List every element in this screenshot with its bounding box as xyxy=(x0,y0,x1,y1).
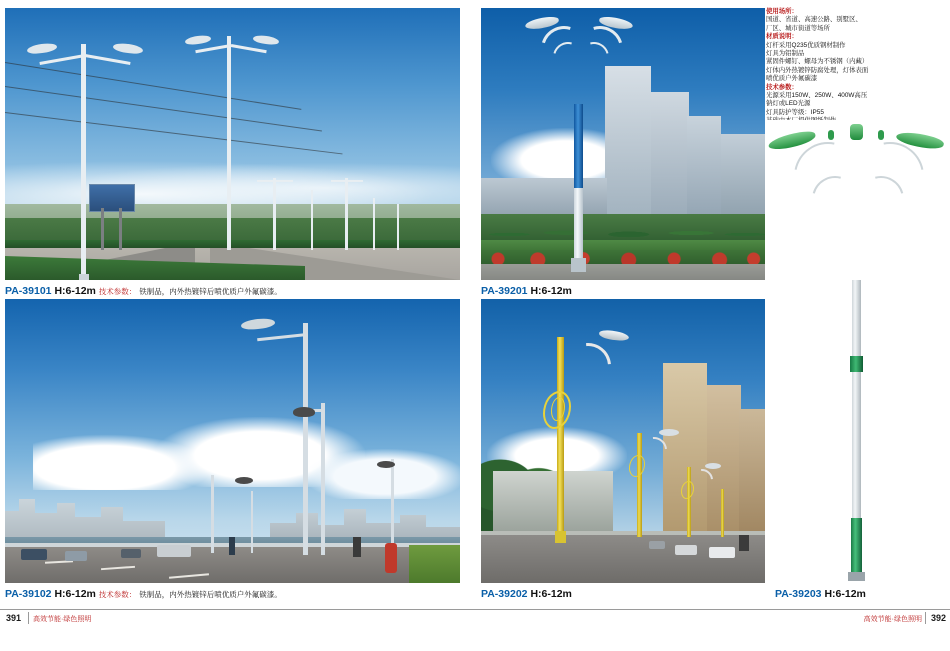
product-photo-pa-39102 xyxy=(5,299,460,583)
product-code: PA-39101 xyxy=(5,285,52,297)
lamp-base xyxy=(571,258,586,272)
spec-group-title-usage: 使用场所： xyxy=(766,8,798,15)
lamp-pole-lower xyxy=(574,188,583,268)
lamp-pole xyxy=(345,178,348,250)
photo-car xyxy=(649,541,665,549)
lamp-head xyxy=(377,461,395,468)
lamp-arm xyxy=(257,180,275,182)
lamp-pole xyxy=(273,178,276,250)
product-height: H:6-12m xyxy=(54,285,96,297)
spec-line: 灯体内外热镀锌防腐处理，灯体表面 xyxy=(766,66,869,74)
tech-description: 铁制品，内外热镀锌后喷优质户外氟碳漆。 xyxy=(139,590,282,599)
lamp-base xyxy=(555,531,566,543)
lamp-head xyxy=(705,463,721,469)
lamp-base-plate xyxy=(848,572,865,581)
tech-description: 铁制品，内外热镀锌后喷优质户外氟碳漆。 xyxy=(139,287,282,296)
spec-line: 喷优质户外氟碳漆 xyxy=(766,75,818,83)
caption-pa-39201 xyxy=(481,285,572,297)
spec-line: 国道、省道、高速公路、别墅区、 xyxy=(766,16,862,24)
spec-line: 灯杆采用Q235优质钢材制作 xyxy=(766,41,846,49)
photo-car xyxy=(21,549,47,560)
product-code: PA-39102 xyxy=(5,588,52,600)
lamp-pole xyxy=(81,44,86,280)
lamp-arm xyxy=(347,180,363,182)
product-photo-pa-39202 xyxy=(481,299,765,583)
footer-slogan-left: 高效节能·绿色照明 xyxy=(33,616,92,623)
lamp-pole xyxy=(557,337,564,537)
lamp-pole xyxy=(251,491,253,553)
product-photo-pa-39201 xyxy=(481,8,765,280)
page-footer xyxy=(0,609,950,629)
spec-line: 厂区、城市街道等场所 xyxy=(766,24,830,32)
photo-billboard xyxy=(89,184,135,212)
product-height: H:6-12m xyxy=(824,588,866,600)
photo-median-strip xyxy=(5,240,460,248)
photo-building-low xyxy=(493,471,613,533)
lamp-pole xyxy=(721,489,724,537)
photo-cyclist xyxy=(353,537,361,557)
footer-divider xyxy=(0,609,950,610)
caption-pa-39203 xyxy=(775,588,866,600)
photo-person-red xyxy=(385,543,397,573)
lamp-arm xyxy=(275,180,293,182)
tech-label: 技术参数： xyxy=(98,287,137,296)
photo-pedestrian xyxy=(229,537,235,555)
lamp-base xyxy=(79,274,89,280)
lamp-finial-left xyxy=(828,130,834,140)
photo-car xyxy=(709,547,735,558)
lamp-pole xyxy=(397,204,399,250)
product-render-pa-39203 xyxy=(766,120,944,582)
lamp-head xyxy=(235,477,253,484)
lamp-head xyxy=(293,407,315,417)
product-height: H:6-12m xyxy=(54,588,96,600)
footer-separator xyxy=(28,612,29,624)
footer-slogan-right: 高效节能·绿色照明 xyxy=(863,616,922,623)
photo-billboard-post xyxy=(101,208,104,250)
photo-building xyxy=(605,66,651,226)
lamp-pole xyxy=(373,198,375,250)
footer-page-number-right: 392 xyxy=(930,613,946,623)
spec-line: 灯具防护等级：IP55 xyxy=(766,108,824,116)
lamp-pole xyxy=(311,190,313,250)
photo-pedestrian xyxy=(739,535,749,551)
photo-cloud xyxy=(305,449,460,499)
lamp-pole xyxy=(227,36,231,250)
photo-billboard-post xyxy=(119,208,122,250)
photo-building xyxy=(707,385,741,533)
photo-building xyxy=(739,409,765,533)
photo-building xyxy=(721,134,765,226)
spec-line: 紧固件螺钉、螺母为不锈钢（内藏） xyxy=(766,58,869,66)
lamp-finial-right xyxy=(878,130,884,140)
spec-line: 钠灯或LED光源 xyxy=(766,100,811,108)
footer-separator xyxy=(925,612,926,624)
product-code: PA-39201 xyxy=(481,285,528,297)
photo-building xyxy=(651,92,689,226)
product-height: H:6-12m xyxy=(530,588,572,600)
specifications-block xyxy=(766,8,944,126)
lamp-pole xyxy=(211,475,214,553)
lamp-pole xyxy=(391,459,394,553)
photo-road xyxy=(481,535,765,583)
lamp-lower-green-section xyxy=(851,518,862,576)
spec-group-title-technical: 技术参数： xyxy=(766,83,798,91)
lamp-head xyxy=(659,429,679,436)
lamp-collar-green xyxy=(850,356,863,372)
lamp-pole xyxy=(303,323,308,555)
caption-pa-39102 xyxy=(5,588,282,600)
photo-building xyxy=(687,116,721,226)
photo-truck xyxy=(157,545,191,557)
spec-line: 灯具为铝制品 xyxy=(766,50,805,58)
tech-label: 技术参数： xyxy=(98,590,137,599)
photo-car xyxy=(121,549,141,558)
lamp-pole xyxy=(321,403,325,555)
photo-pavement xyxy=(481,264,765,280)
spec-group-title-material: 材质说明： xyxy=(766,33,798,41)
lamp-center-finial xyxy=(850,124,863,140)
caption-pa-39101 xyxy=(5,285,282,297)
footer-page-number-left: 391 xyxy=(6,613,22,623)
photo-building xyxy=(663,363,707,533)
product-photo-pa-39101 xyxy=(5,8,460,280)
photo-car xyxy=(675,545,697,555)
caption-pa-39202 xyxy=(481,588,572,600)
product-height: H:6-12m xyxy=(530,285,572,297)
lamp-arm xyxy=(331,180,347,182)
spec-line: 光源采用150W、250W、400W高压 xyxy=(766,92,868,100)
product-code: PA-39202 xyxy=(481,588,528,600)
photo-shrub xyxy=(409,545,460,583)
lamp-pole-blue-section xyxy=(574,104,583,188)
photo-car xyxy=(65,551,87,561)
product-code: PA-39203 xyxy=(775,588,822,600)
